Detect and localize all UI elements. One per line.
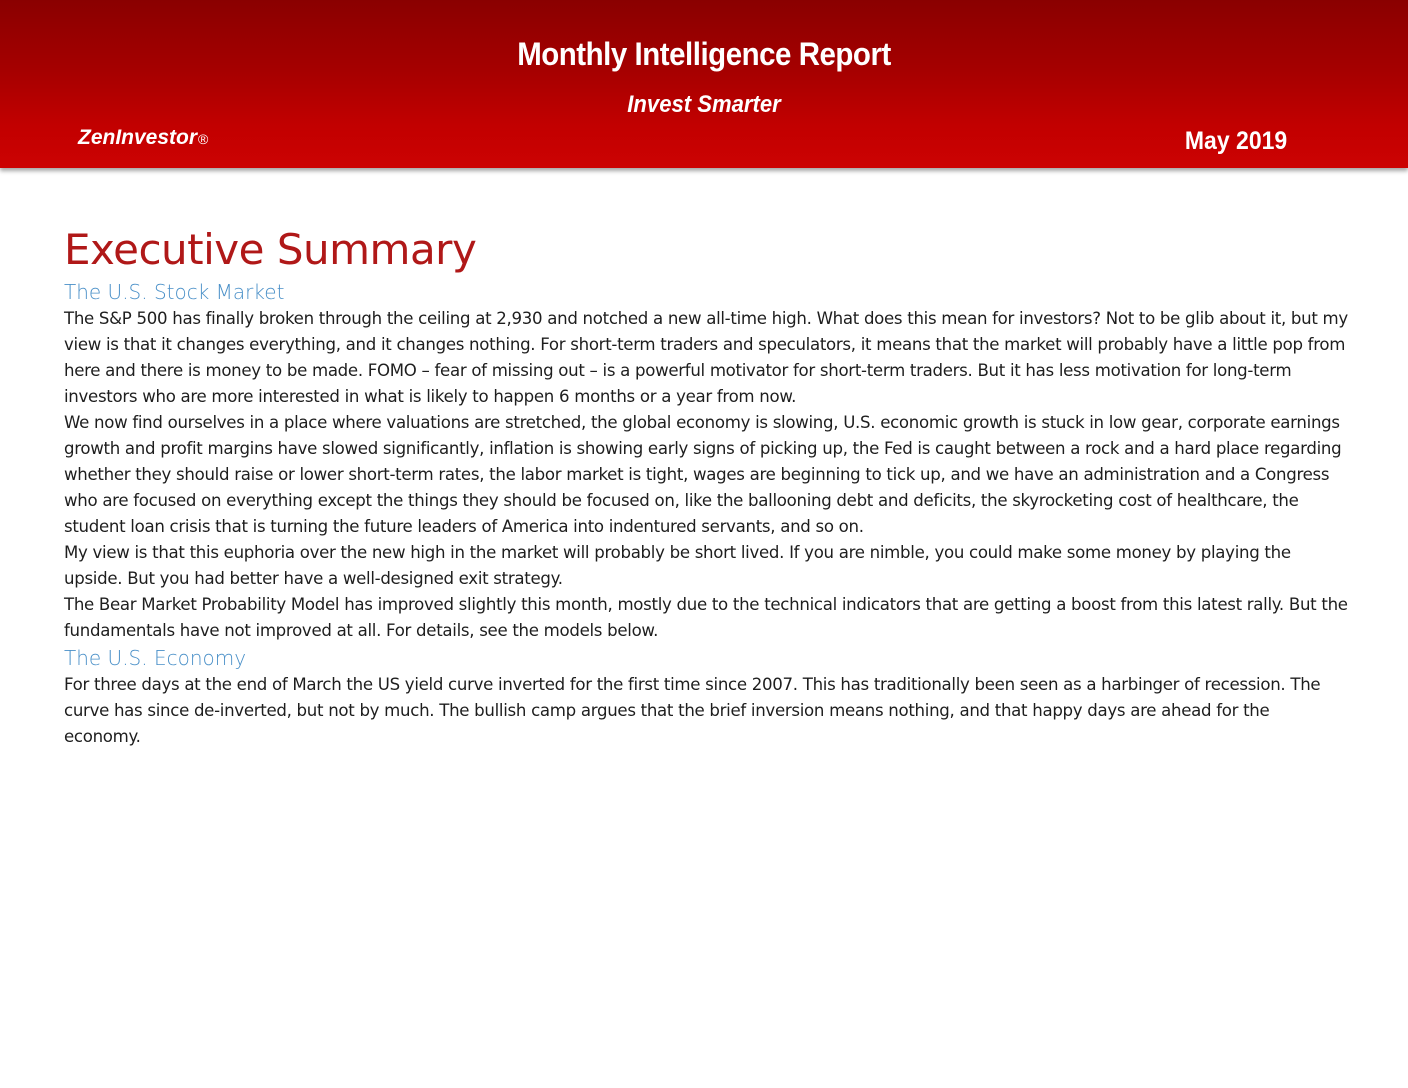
paragraph: The Bear Market Probability Model has improved slightly this month, mostly due to the technical indicators that are getting a boost from this latest rally. But the fundamentals have not improved at all. For details, see the models below. (64, 595, 1348, 640)
paragraph: For three days at the end of March the US yield curve inverted for the first time since 2007. This has traditionally been seen as a harbinger of recession. The curve has since de-inverted, but not by much. The bullish camp argues that the brief inversion means nothing, and that happy days are ahead for the economy. (64, 675, 1321, 746)
paragraph: The S&P 500 has finally broken through the ceiling at 2,930 and notched a new all-time high. What does this mean for investors? Not to be glib about it, but my view is that it changes everything, and it changes nothing. For short-term traders and speculators, it means that the market will probably have a little pop from here and there is money to be made. FOMO – fear of missing out – is a powerful motivator for short-term traders. But it has less motivation for long-term investors who are more interested in what is likely to happen 6 months or a year from now. (64, 309, 1348, 406)
report-subtitle: Invest Smarter (627, 91, 781, 118)
section-heading-economy: The U.S. Economy (64, 646, 247, 670)
registered-mark: ® (198, 131, 209, 147)
paragraph: We now find ourselves in a place where valuations are stretched, the global economy is slowing, U.S. economic growth is stuck in low gear, corporate earnings growth and profit margins have slowed significantly, inflation is showing early signs of picking up, the Fed is caught between a rock and a hard place regarding whether they should raise or lower short-term rates, the labor market is tight, wages are beginning to tick up, and we have an administration and a Congress who are focused on everything except the things they should be focused on, like the ballooning debt and deficits, the skyrocketing cost of healthcare, the student loan crisis that is turning the future leaders of America into indentured servants, and so on. (64, 413, 1342, 536)
report-banner (0, 0, 1408, 168)
paragraph: My view is that this euphoria over the new high in the market will probably be short lived. If you are nimble, you could make some money by playing the upside. But you had better have a well-designed exit strategy. (64, 543, 1291, 588)
page-title: Executive Summary (64, 225, 477, 274)
brand-logo (78, 124, 208, 153)
brand-name: ZenInvestor (78, 126, 198, 149)
section-heading-stock-market: The U.S. Stock Market (64, 280, 285, 304)
issue-date: May 2019 (1184, 127, 1287, 155)
report-title: Monthly Intelligence Report (517, 36, 891, 72)
report-body (64, 222, 1348, 750)
